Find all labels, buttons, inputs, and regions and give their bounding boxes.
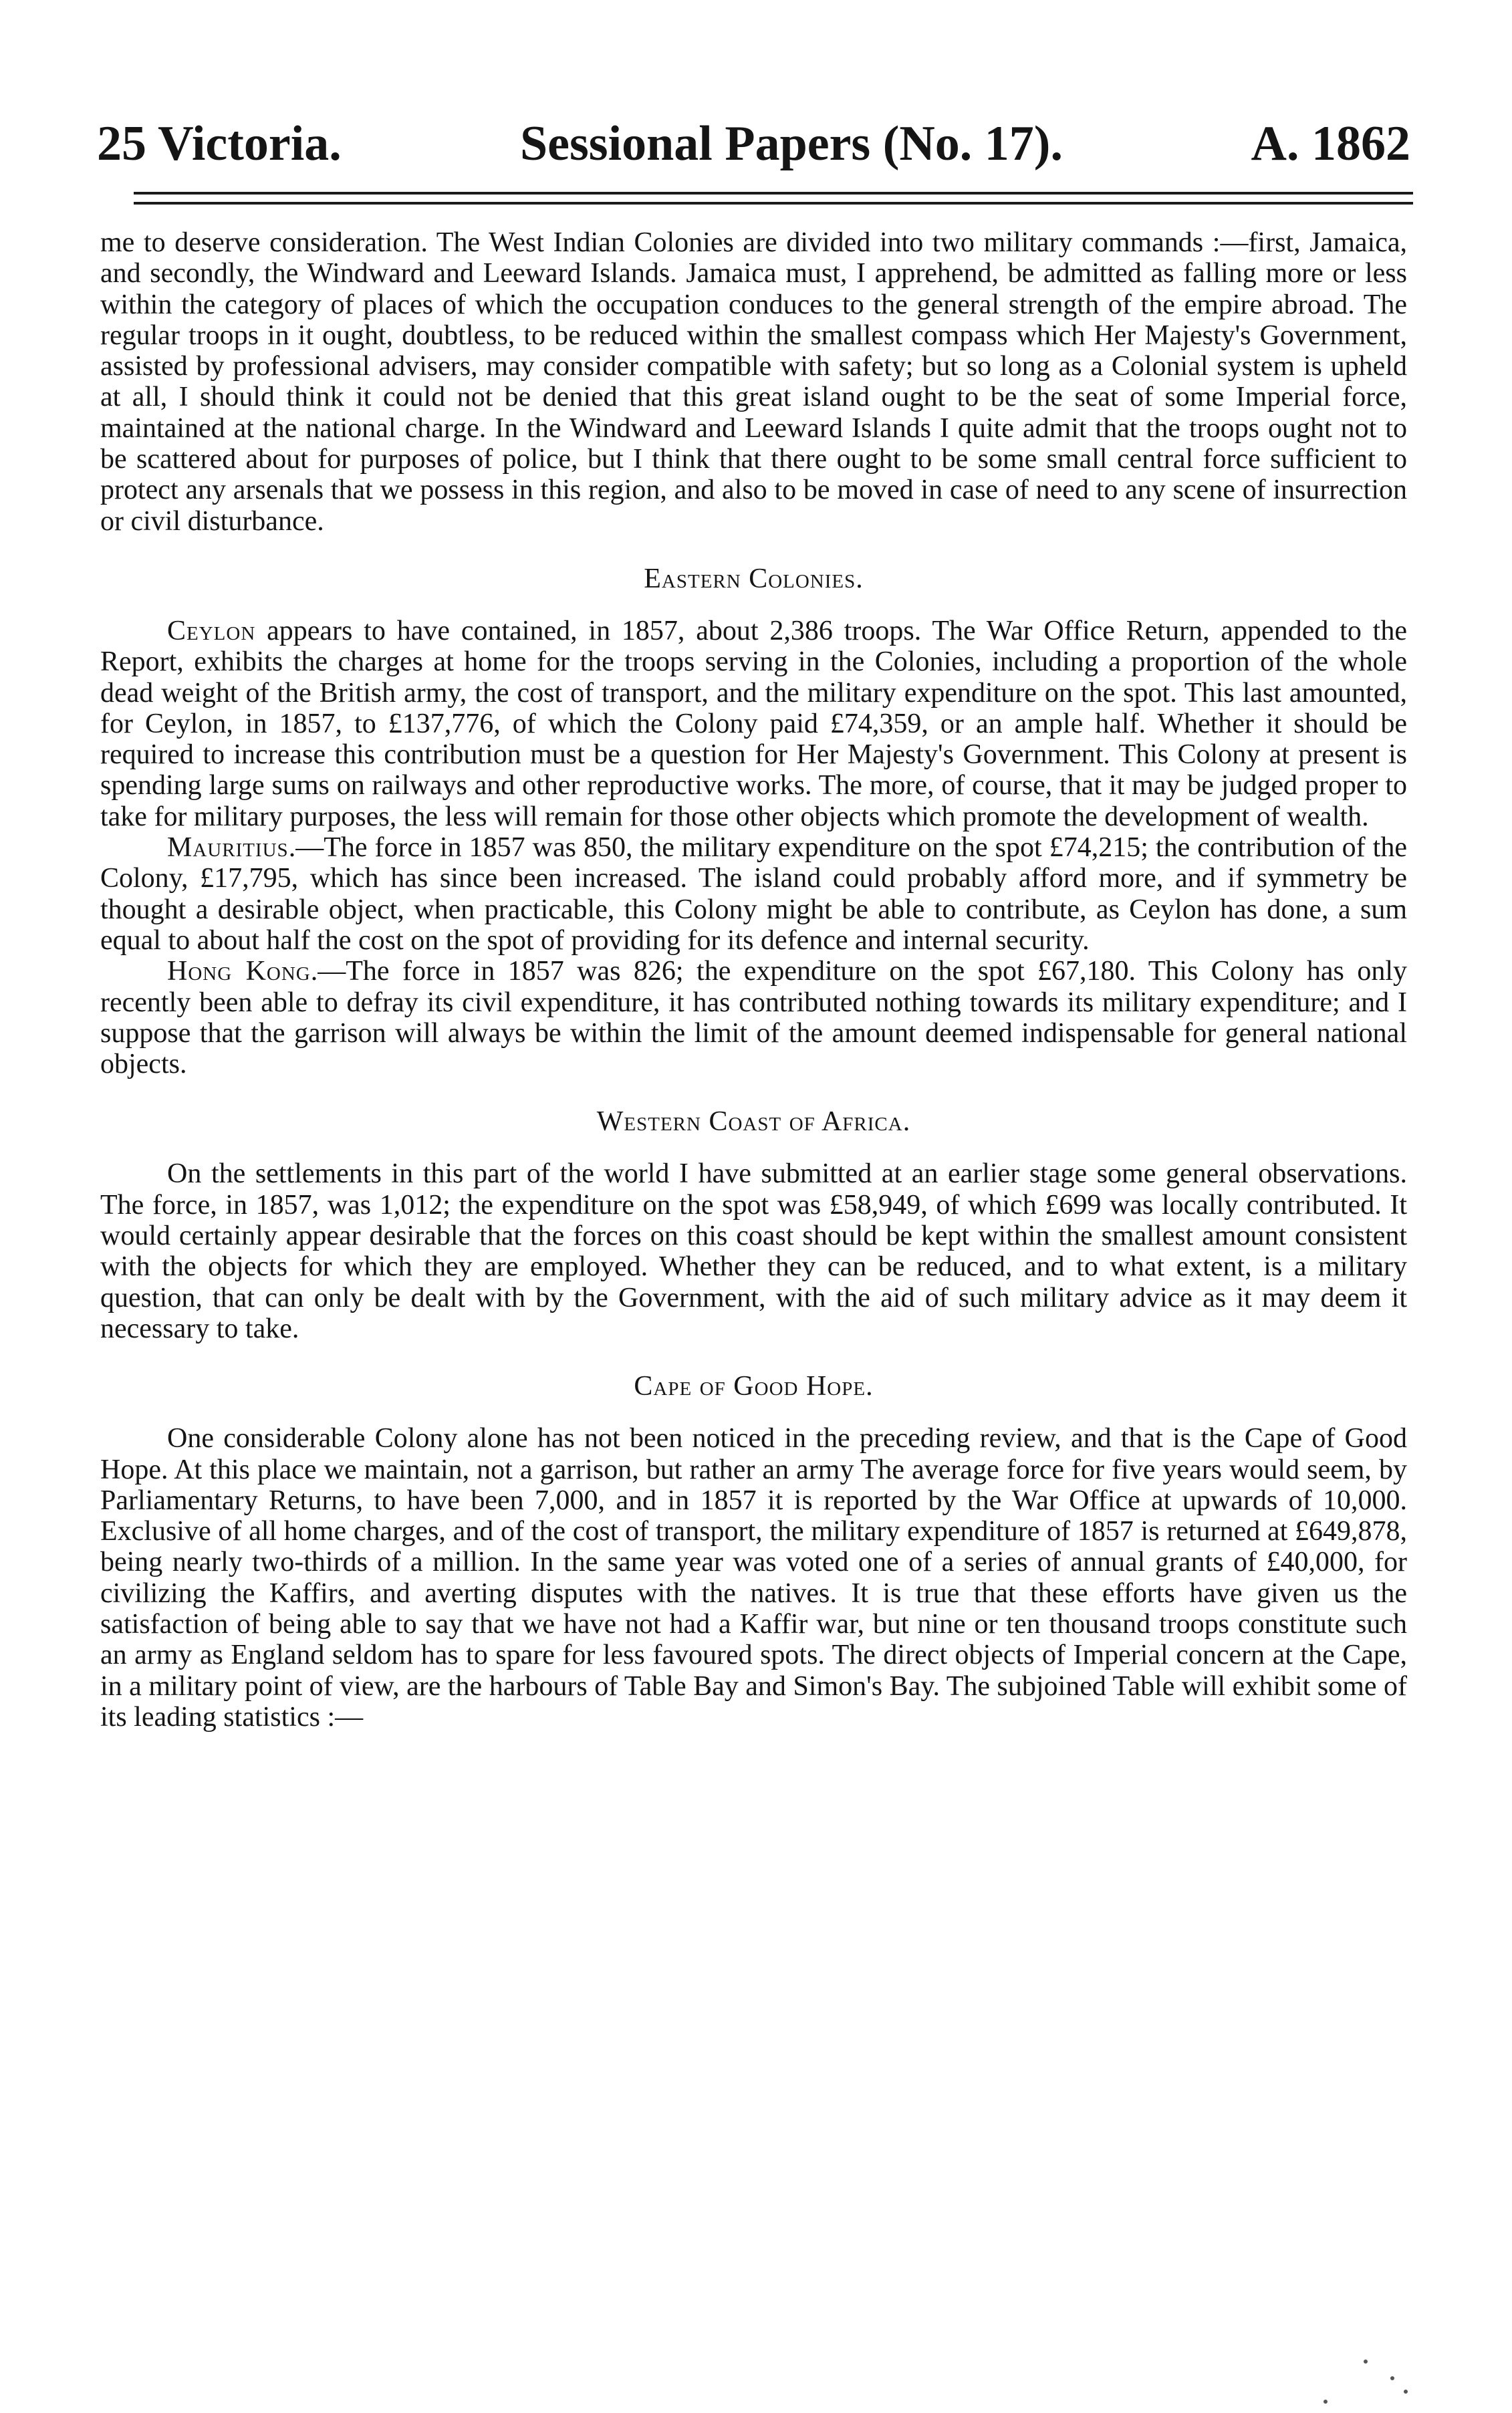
ceylon-lead: Ceylon [167, 615, 256, 646]
heading-cape-of-good-hope: Cape of Good Hope. [634, 1371, 874, 1402]
paragraph-west-indies: me to deserve consideration. The West Indian Colonies are divided into two military commands :—first, Jamaica, and secondly, the Windward and Leeward Islands. Jamaica must, I apprehend, be admitted as falling more or less within the category of places of which the occupation conduces to the general strength of the empire abroad. The regular troops in it ought, doubtless, to be reduced within the smallest compass which Her Majesty's Government, assisted by professional advisers, may consider compatible with safety; but so long as a Colonial system is upheld at all, I should think it could not be denied that this great island ought to be the seat of some Imperial force, maintained at the national charge. In the Windward and Leeward Islands I quite admit that the troops ought not to be scattered about for purposes of police, but I think that there ought to be some small central force sufficient to protect any arsenals that we possess in this region, and also to be moved in case of need to any scene of insurrection or civil disturbance. [100, 227, 1407, 537]
paragraph-ceylon [100, 616, 1407, 832]
header-year: A. 1862 [1251, 116, 1410, 171]
heading-eastern-colonies: Eastern Colonies. [644, 563, 864, 594]
header-rule-top [134, 192, 1413, 195]
hong-kong-text: .—The force in 1857 was 826; the expenditure on the spot £67,180. This Colony has only recently been able to defray its civil expenditure, it has contributed nothing towards its military expenditure; and I suppose that the garrison will always be within the limit of the amount deemed indispensable for general national objects. [100, 956, 1407, 1080]
paragraph-africa: On the settlements in this part of the world I have submitted at an earlier stage some general observations. The force, in 1857, was 1,012; the expenditure on the spot was £58,949, of which £699 was locally contributed. It would certainly appear desirable that the forces on this coast should be kept within the smallest amount consistent with the objects for which they are employed. Whether they can be reduced, and to what extent, is a military question, that can only be dealt with by the Government, with the aid of such military advice as it may deem it necessary to take. [100, 1158, 1407, 1344]
scan-speck [1364, 2360, 1368, 2364]
scan-speck [1390, 2376, 1394, 2380]
mauritius-lead: Mauritius [167, 832, 289, 864]
hong-kong-lead: Hong Kong [167, 956, 311, 987]
paragraph-mauritius [100, 832, 1407, 956]
mauritius-text: .—The force in 1857 was 850, the military expenditure on the spot £74,215; the contribution of the Colony, £17,795, which has since been increased. The island could probably afford more, and if symmetry be thought a desirable object, when practicable, this Colony might be able to contribute, as Ceylon has done, a sum equal to about half the cost on the spot of providing for its defence and internal security. [100, 832, 1407, 956]
running-header [97, 112, 1410, 176]
header-session: 25 Victoria. [97, 116, 342, 171]
header-title: Sessional Papers (No. 17). [520, 116, 1063, 171]
header-rule-bottom [134, 202, 1413, 205]
ceylon-text: appears to have contained, in 1857, about 2,386 troops. The War Office Return, appended to the Report, exhibits the charges at home for the troops serving in the Colonies, including a proportion of the whole dead weight of the British army, the cost of transport, and the military expenditure on the spot. This last amounted, for Ceylon, in 1857, to £137,776, of which the Colony paid £74,359, or an ample half. Whether it should be required to increase this contribution must be a question for Her Majesty's Government. This Colony at present is spending large sums on railways and other reproductive works. The more, of course, that it may be judged proper to take for military purposes, the less will remain for those other objects which promote the development of wealth. [100, 615, 1407, 832]
paragraph-cape: One considerable Colony alone has not been noticed in the preceding review, and that is the Cape of Good Hope. At this place we maintain, not a garrison, but rather an army The average force for five years would seem, by Parliamentary Returns, to have been 7,000, and in 1857 it is reported by the War Office at upwards of 10,000. Exclusive of all home charges, and of the cost of transport, the military expenditure of 1857 is returned at £649,878, being nearly two-thirds of a million. In the same year was voted one of a series of annual grants of £40,000, for civilizing the Kaffirs, and averting disputes with the natives. It is true that these efforts have given us the satisfaction of being able to say that we have not had a Kaffir war, but nine or ten thousand troops constitute such an army as England seldom has to spare for less favoured spots. The direct objects of Imperial concern at the Cape, in a military point of view, are the harbours of Table Bay and Simon's Bay. The subjoined Table will exhibit some of its leading statistics :— [100, 1423, 1407, 1733]
paragraph-hong-kong [100, 956, 1407, 1080]
heading-western-coast-of-africa: Western Coast of Africa. [596, 1106, 911, 1138]
scan-speck [1324, 2400, 1328, 2404]
page-body [100, 227, 1407, 1733]
scan-speck [1404, 2390, 1408, 2394]
